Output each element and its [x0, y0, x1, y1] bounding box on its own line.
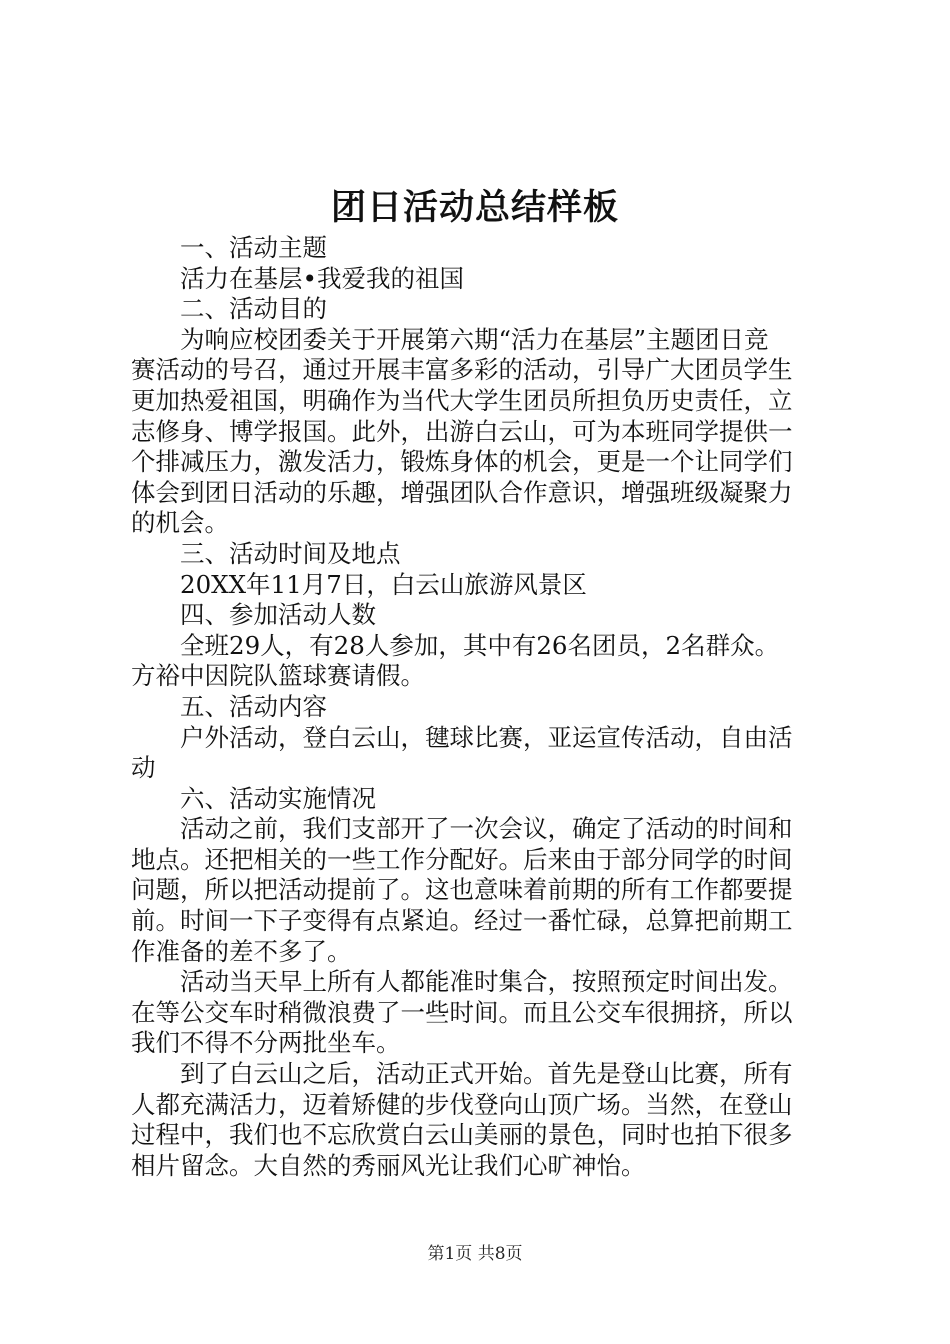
text-line: 在等公交车时稍微浪费了一些时间。而且公交车很拥挤，所以 [131, 997, 793, 1027]
text-line: 四、参加活动人数 [180, 600, 376, 630]
text-line: 的机会。 [131, 508, 229, 538]
text-line: 活力在基层•我爱我的祖国 [180, 263, 464, 293]
page-title: 团日活动总结样板 [330, 187, 619, 228]
document-body [131, 233, 831, 1181]
text-line: 三、活动时间及地点 [180, 538, 401, 568]
text-line: 20XX年11月7日，白云山旅游风景区 [180, 569, 587, 599]
text-line: 活动之前，我们支部开了一次会议，确定了活动的时间和 [180, 814, 793, 844]
text-line: 相片留念。大自然的秀丽风光让我们心旷神怡。 [131, 1150, 646, 1180]
text-line: 到了白云山之后，活动正式开始。首先是登山比赛，所有 [180, 1059, 793, 1089]
text-line: 赛活动的号召，通过开展丰富多彩的活动，引导广大团员学生 [131, 355, 793, 385]
text-line: 动 [131, 753, 156, 783]
text-line: 问题，所以把活动提前了。这也意味着前期的所有工作都要提 [131, 875, 793, 905]
text-line: 户外活动，登白云山，毽球比赛，亚运宣传活动，自由活 [180, 722, 793, 752]
text-line: 体会到团日活动的乐趣，增强团队合作意识，增强班级凝聚力 [131, 477, 793, 507]
text-line: 六、活动实施情况 [180, 783, 376, 813]
text-line: 五、活动内容 [180, 691, 327, 721]
text-line: 我们不得不分两批坐车。 [131, 1028, 401, 1058]
text-line: 志修身、博学报国。此外，出游白云山，可为本班同学提供一 [131, 416, 793, 446]
text-line: 前。时间一下子变得有点紧迫。经过一番忙碌，总算把前期工 [131, 906, 793, 936]
text-line: 一、活动主题 [180, 233, 327, 262]
text-line: 更加热爱祖国，明确作为当代大学生团员所担负历史责任，立 [131, 385, 793, 415]
text-line: 全班29人，有28人参加，其中有26名团员，2名群众。 [180, 630, 780, 660]
text-line: 方裕中因院队篮球赛请假。 [131, 661, 425, 691]
text-line: 为响应校团委关于开展第六期“活力在基层”主题团日竞 [180, 324, 769, 354]
text-line: 作准备的差不多了。 [131, 936, 352, 966]
text-line: 地点。还把相关的一些工作分配好。后来由于部分同学的时间 [131, 844, 793, 874]
text-line: 二、活动目的 [180, 294, 327, 324]
text-line: 人都充满活力，迈着矫健的步伐登向山顶广场。当然，在登山 [131, 1089, 793, 1119]
text-line: 过程中，我们也不忘欣赏白云山美丽的景色，同时也拍下很多 [131, 1120, 793, 1150]
page-footer: 第1页 共8页 [427, 1244, 523, 1264]
text-line: 个排减压力，激发活力，锻炼身体的机会，更是一个让同学们 [131, 447, 793, 477]
text-line: 活动当天早上所有人都能准时集合，按照预定时间出发。 [180, 967, 793, 997]
